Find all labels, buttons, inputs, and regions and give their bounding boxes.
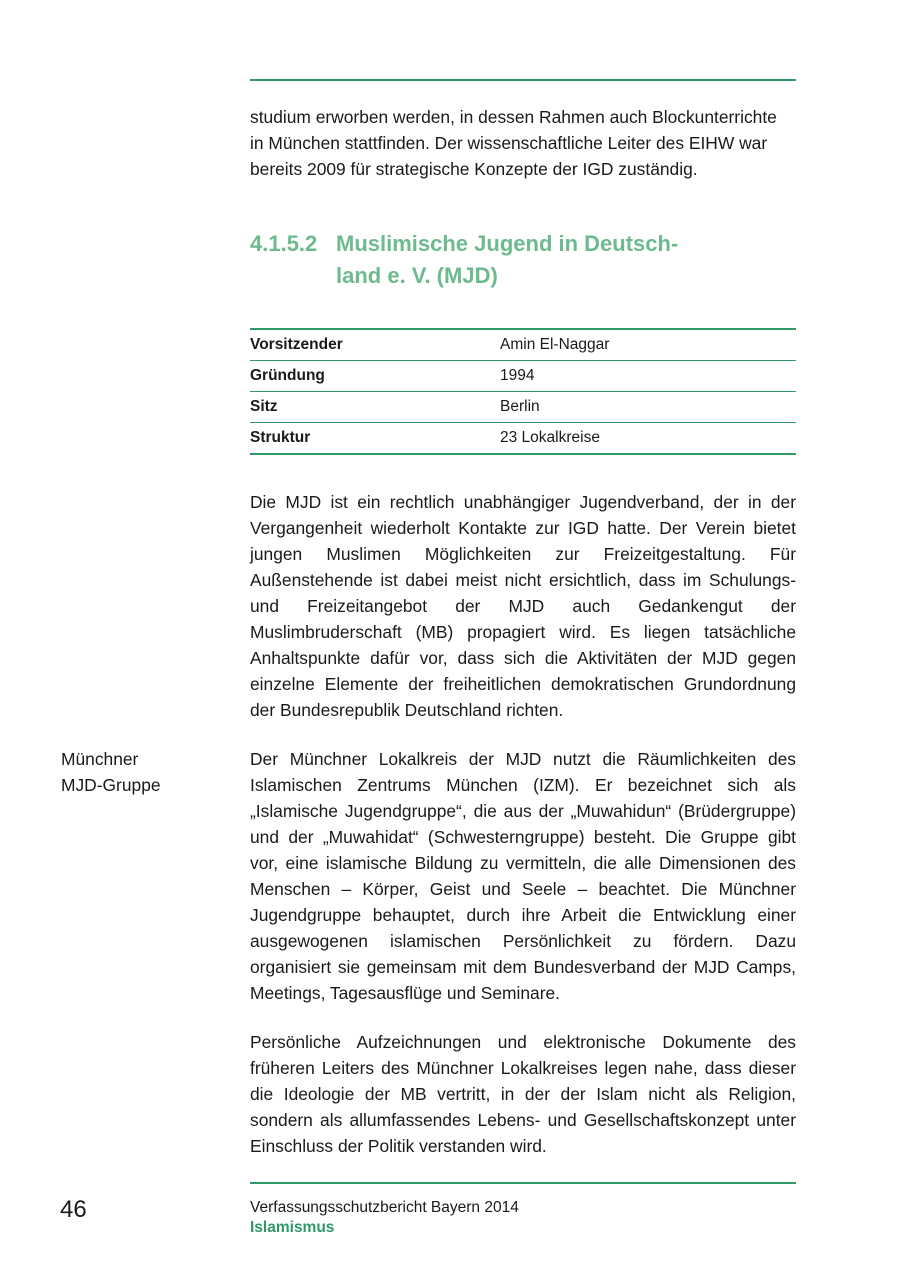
page-number: 46 <box>60 1196 87 1223</box>
table-row <box>250 329 796 361</box>
paragraph-former-leader: Persönliche Aufzeichnungen und elektronische Dokumente des früheren Leiters des Münchner Lokalkreises legen nahe, dass dieser die Ideologie der MB vertritt, in der der Islam nicht als Religion, sondern als allumfassendes Lebens- und Gesellschaftskonzept unter Einschluss der Politik verstanden wird. <box>250 1032 796 1156</box>
table-value: Berlin <box>500 392 796 423</box>
table-value: Amin El-Naggar <box>500 336 610 353</box>
table-label: Sitz <box>250 392 500 423</box>
table-row <box>250 423 796 455</box>
paragraph-mjd-overview: Die MJD ist ein rechtlich unabhängiger Jugendverband, der in der Vergangenheit wiederholt Kontakte zur IGD hatte. Der Verein bietet jungen Muslimen Möglichkeiten zur Freizeitgestaltung. Für Außenstehende ist dabei meist nicht ersichtlich, dass im Schulungs- und Freizeitangebot der MJD auch Gedankengut der Muslimbruderschaft (MB) propagiert wird. Es liegen tatsächliche Anhaltspunkte dafür vor, dass sich die Aktivitäten der MJD gegen einzelne Elemente der freiheitlichen demokratischen Grundordnung der Bundesrepublik Deutschland richten. <box>250 492 796 720</box>
intro-line: bereits 2009 für strategische Konzepte der IGD zuständig. <box>250 159 698 179</box>
intro-line: in München stattfinden. Der wissenschaftliche Leiter des EIHW war <box>250 133 768 153</box>
intro-paragraph <box>250 104 796 182</box>
table-value: 1994 <box>500 361 796 392</box>
top-rule <box>250 79 796 81</box>
table-label: Vorsitzender <box>250 336 343 353</box>
table-row <box>250 361 796 392</box>
table-label: Gründung <box>250 361 500 392</box>
table-row <box>250 392 796 423</box>
table-value: 23 Lokalkreise <box>500 423 796 455</box>
footer-title: Verfassungsschutzbericht Bayern 2014 <box>250 1199 519 1216</box>
footer-section: Islamismus <box>250 1219 335 1236</box>
section-heading <box>250 228 796 292</box>
organization-info-table <box>250 328 796 455</box>
table-label: Struktur <box>250 423 500 455</box>
paragraph-munich-group: Der Münchner Lokalkreis der MJD nutzt die Räumlichkeiten des Islamischen Zentrums München (IZM). Er bezeichnet sich als „Islamische Jugendgruppe“, die aus der „Muwahidun“ (Brüdergruppe) und der „Muwahidat“ (Schwesterngruppe) besteht. Die Gruppe gibt vor, eine islamische Bildung zu vermitteln, die alle Dimensionen des Menschen – Körper, Geist und Seele – beachtet. Die Münchner Jugendgruppe behauptet, durch ihre Arbeit die Entwicklung einer ausgewogenen islamischen Persönlichkeit zu fördern. Dazu organisiert sie gemeinsam mit dem Bundesverband der MJD Camps, Meetings, Tagesausflüge und Seminare. <box>250 749 796 1003</box>
intro-line: studium erworben werden, in dessen Rahmen auch Blockunterrichte <box>250 107 777 127</box>
footer-rule <box>250 1182 796 1184</box>
margin-note-line: MJD-Gruppe <box>61 775 161 795</box>
margin-note <box>61 746 221 798</box>
section-title: Muslimische Jugend in Deutschland e. V. (MJD) <box>336 231 679 288</box>
margin-note-line: Münchner <box>61 749 139 769</box>
section-number: 4.1.5.2 <box>250 231 318 256</box>
